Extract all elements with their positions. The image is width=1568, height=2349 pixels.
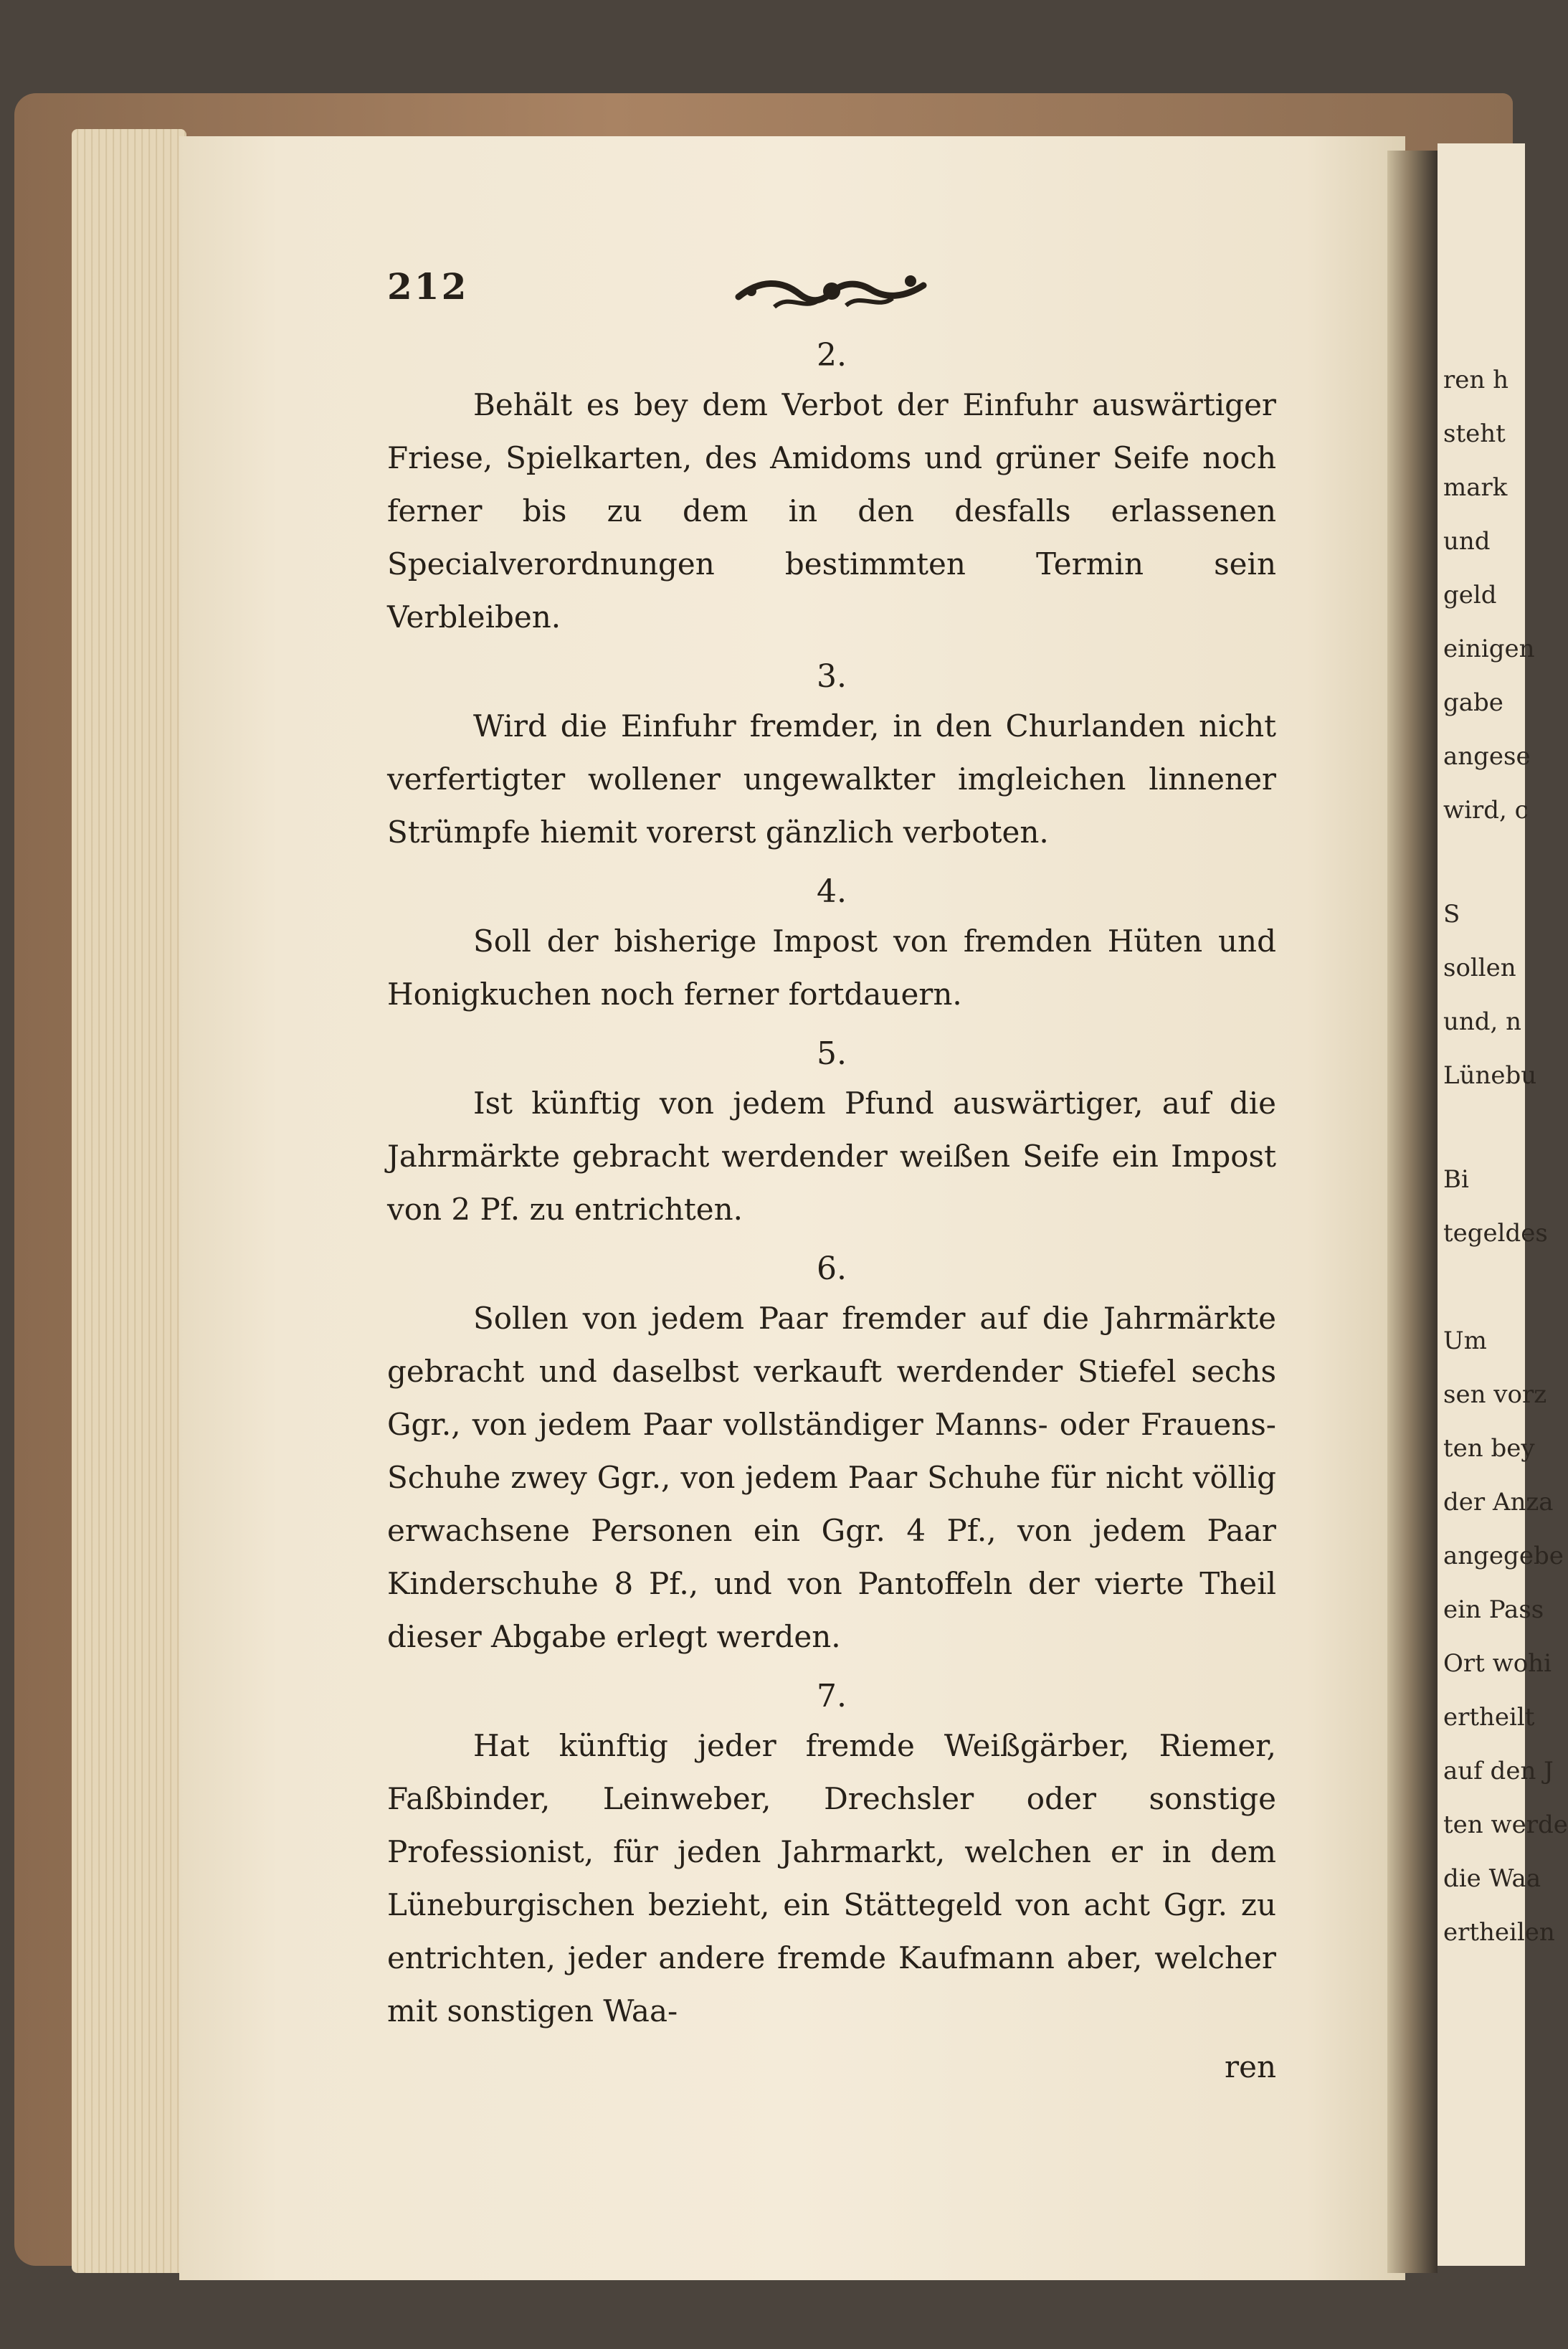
facing-fragment: Ort wohi: [1443, 1649, 1552, 1678]
section-number: 4.: [817, 873, 847, 910]
section-text: Wird die Einfuhr fremder, in den Churlanden nicht verfertigter wollener ungewalkter imgleichen linnener Strümpfe hiemit vorerst gänzlich verboten.: [387, 708, 1276, 850]
facing-fragment: Bi: [1443, 1165, 1469, 1194]
section-text: Soll der bisherige Impost von fremden Hüten und Honigkuchen noch ferner fortdauern.: [387, 924, 1276, 1012]
section-number: 3.: [817, 658, 847, 695]
section-text: Sollen von jedem Paar fremder auf die Jahrmärkte gebracht und daselbst verkauft werdender Stiefel sechs Ggr., von jedem Paar vollständiger Manns- oder Frauens-Schuhe zwey Ggr., von jedem Paar Schuhe für nicht völlig erwachsene Personen ein Ggr. 4 Pf., von jedem Paar Kinderschuhe 8 Pf., und von Pantoffeln der vierte Theil dieser Abgabe erlegt werden.: [387, 1301, 1276, 1654]
section-5: [387, 1031, 1276, 1236]
section-number: 6.: [817, 1251, 847, 1287]
facing-fragment: gabe: [1443, 688, 1503, 717]
facing-fragment: sollen: [1443, 954, 1516, 982]
facing-fragment: steht: [1443, 419, 1506, 448]
facing-fragment: und, n: [1443, 1007, 1522, 1036]
facing-fragment: ertheilt: [1443, 1703, 1535, 1732]
page-number: 212: [387, 265, 469, 308]
facing-fragment: Lünebu: [1443, 1061, 1537, 1090]
section-text: Behält es bey dem Verbot der Einfuhr auswärtiger Friese, Spielkarten, des Amidoms und grüner Seife noch ferner bis zu dem in den desfalls erlassenen Specialverordnungen bestimmten Termin sein Verbleiben.: [387, 387, 1276, 635]
facing-fragment: ren h: [1443, 366, 1508, 394]
page-edges: [72, 129, 186, 2273]
section-text: Hat künftig jeder fremde Weißgärber, Riemer, Faßbinder, Leinweber, Drechsler oder sonstige Professionist, für jeden Jahrmarkt, welchen er in dem Lüneburgischen bezieht, ein Stättegeld von acht Ggr. zu entrichten, jeder andere fremde Kaufmann aber, welcher mit sonstigen Waa-: [387, 1728, 1276, 2028]
facing-page-edge: [1438, 143, 1568, 2266]
facing-fragment: wird, c: [1443, 796, 1529, 825]
facing-fragment: S: [1443, 900, 1460, 929]
section-6: [387, 1246, 1276, 1664]
facing-fragment: sen vorz: [1443, 1380, 1547, 1409]
facing-fragment: ertheilen: [1443, 1918, 1555, 1947]
facing-fragment: die Waa: [1443, 1864, 1541, 1893]
facing-fragment: auf den J: [1443, 1757, 1554, 1785]
facing-fragment: angegebe: [1443, 1542, 1564, 1570]
facing-fragment: angese: [1443, 742, 1531, 771]
facing-fragment: mark: [1443, 473, 1508, 502]
section-3: [387, 654, 1276, 859]
facing-fragment: Um: [1443, 1327, 1487, 1355]
page-header: [387, 265, 1276, 323]
catchword: ren: [1225, 2049, 1276, 2084]
section-2: [387, 333, 1276, 644]
section-4: [387, 869, 1276, 1021]
facing-fragment: der Anza: [1443, 1488, 1554, 1517]
section-7: [387, 1674, 1276, 2038]
page-content: [387, 265, 1276, 2094]
section-number: 7.: [817, 1678, 847, 1714]
book-gutter: [1387, 151, 1438, 2273]
facing-fragment: tegeldes: [1443, 1219, 1548, 1248]
ornament-icon: [731, 265, 932, 323]
facing-fragment: ten bey: [1443, 1434, 1535, 1463]
facing-fragment: ein Pass: [1443, 1595, 1544, 1624]
section-text: Ist künftig von jedem Pfund auswärtiger, auf die Jahrmärkte gebracht werdender weißen Seife ein Impost von 2 Pf. zu entrichten.: [387, 1086, 1276, 1227]
facing-fragment: einigen: [1443, 635, 1535, 663]
section-number: 2.: [817, 337, 847, 374]
facing-fragment: ten werde: [1443, 1811, 1568, 1839]
facing-fragment: geld: [1443, 581, 1497, 609]
facing-fragment: und: [1443, 527, 1491, 556]
section-number: 5.: [817, 1035, 847, 1072]
